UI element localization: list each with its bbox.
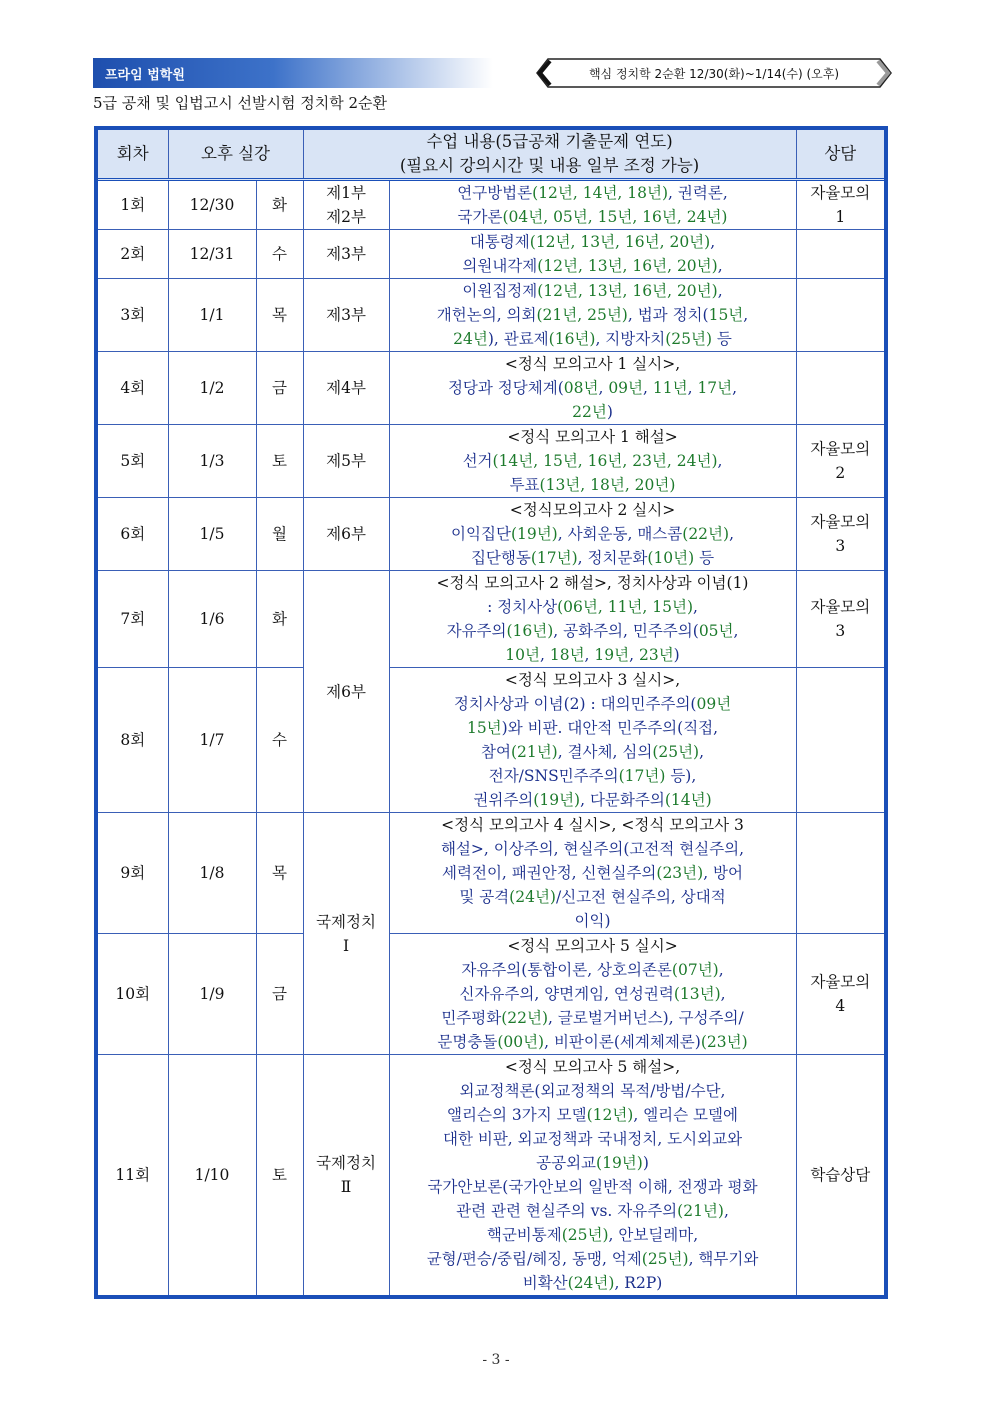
cell-line: <정식 모의고사 5 해설>, <box>504 1058 681 1076</box>
cell-line: 1 <box>835 208 846 226</box>
cell-line: 자율모의 <box>810 184 871 202</box>
cell-line: 3 <box>835 622 846 640</box>
date-cell: 1/5 <box>168 498 256 571</box>
consult-cell <box>796 571 886 668</box>
part-cell <box>303 180 389 230</box>
cell-line: 집단행동(17년), 정치문화(10년) 등 <box>470 549 715 567</box>
date-cell: 1/1 <box>168 279 256 352</box>
academy-banner <box>93 58 493 88</box>
date-cell: 1/7 <box>168 668 256 813</box>
table-row <box>96 279 886 352</box>
round-cell: 7회 <box>96 571 168 668</box>
cell-line: 국제정치 <box>316 912 376 931</box>
part-cell: 제6부 <box>303 498 389 571</box>
cell-line: 대통령제(12년, 13년, 16년, 20년), <box>469 233 716 251</box>
cell-line: 비확산(24년), R2P) <box>522 1274 663 1292</box>
cell-line: 공공외교(19년)) <box>536 1154 649 1172</box>
cell-line: 자율모의 <box>810 973 871 991</box>
cell-line: 22년) <box>572 403 613 421</box>
part-cell <box>303 813 389 1055</box>
consult-cell <box>796 813 886 934</box>
schedule-table <box>94 126 888 1299</box>
cell-line: 3 <box>835 537 846 555</box>
cell-line: 이익) <box>574 912 611 930</box>
cell-line: 2 <box>835 464 846 482</box>
cell-line: 민주평화(22년), 글로벌거버넌스), 구성주의/ <box>441 1009 744 1027</box>
day-cell: 금 <box>256 352 303 425</box>
cell-line: 15년)와 비판. 대안적 민주주의(직접, <box>466 719 719 737</box>
table-row <box>96 230 886 279</box>
cell-line: 국가론(04년, 05년, 15년, 16년, 24년) <box>457 208 728 226</box>
round-cell: 4회 <box>96 352 168 425</box>
day-cell: 수 <box>256 668 303 813</box>
page-subtitle: 5급 공채 및 입법고시 선발시험 정치학 2순환 <box>93 94 388 112</box>
round-cell: 10회 <box>96 934 168 1055</box>
content-cell <box>389 279 796 352</box>
cell-line: 외교정책론(외교정책의 목적/방법/수단, <box>459 1082 726 1100</box>
content-cell <box>389 425 796 498</box>
cell-line: 국제정치 <box>316 1154 376 1172</box>
consult-cell <box>796 352 886 425</box>
cell-line: 연구방법론(12년, 14년, 18년), 권력론, <box>457 184 728 202</box>
cell-line: 10년, 18년, 19년, 23년) <box>505 646 680 664</box>
header-round: 회차 <box>96 128 168 180</box>
part-cell: 제6부 <box>303 571 389 813</box>
table-row <box>96 180 886 230</box>
day-cell: 목 <box>256 813 303 934</box>
part-cell: 제4부 <box>303 352 389 425</box>
cell-line: Ⅱ <box>340 1178 352 1196</box>
header-consult: 상담 <box>796 128 886 180</box>
consult-cell <box>796 498 886 571</box>
date-cell: 1/8 <box>168 813 256 934</box>
table-row <box>96 352 886 425</box>
cell-line: 참여(21년), 결사체, 심의(25년), <box>480 743 705 761</box>
cell-line: 신자유주의, 양면게임, 연성권력(13년), <box>459 985 726 1003</box>
consult-cell <box>796 425 886 498</box>
cell-line: <정식 모의고사 2 해설>, 정치사상과 이념(1) <box>436 574 749 592</box>
date-cell: 1/10 <box>168 1055 256 1298</box>
cell-line: 세력전이, 패권안정, 신현실주의(23년), 방어 <box>442 864 743 882</box>
header-lecture: 오후 실강 <box>168 128 303 180</box>
part-cell: 제5부 <box>303 425 389 498</box>
cell-line: 및 공격(24년)/신고전 현실주의, 상대적 <box>459 888 726 906</box>
cell-line: <정식 모의고사 3 실시>, <box>504 671 681 689</box>
content-cell <box>389 352 796 425</box>
cell-line: 전자/SNS민주주의(17년) 등), <box>488 767 697 785</box>
part-cell <box>303 1055 389 1298</box>
cell-line: 국가안보론(국가안보의 일반적 이해, 전쟁과 평화 <box>427 1178 758 1196</box>
cell-line: 자율모의 <box>810 440 871 458</box>
consult-cell <box>796 279 886 352</box>
cell-line: 투표(13년, 18년, 20년) <box>509 476 676 494</box>
table-row <box>96 425 886 498</box>
cell-line: Ⅰ <box>342 936 350 955</box>
cell-line: 자율모의 <box>810 513 871 531</box>
cell-line: 이익집단(19년), 사회운동, 매스콤(22년), <box>451 525 734 543</box>
table-header-row <box>96 128 886 180</box>
cell-line: : 정치사상(06년, 11년, 15년), <box>487 598 698 616</box>
day-cell: 토 <box>256 425 303 498</box>
course-tag <box>536 58 892 88</box>
round-cell: 3회 <box>96 279 168 352</box>
cell-line: <정식모의고사 2 실시> <box>509 501 676 519</box>
cell-line: 정치사상과 이념(2) : 대의민주주의(09년 <box>453 695 732 713</box>
cell-line: 의원내각제(12년, 13년, 16년, 20년), <box>462 257 723 275</box>
content-cell <box>389 934 796 1055</box>
cell-line: <정식 모의고사 1 해설> <box>507 428 678 446</box>
day-cell: 토 <box>256 1055 303 1298</box>
course-tag-text: 핵심 정치학 2순환 12/30(화)~1/14(수) (오후) <box>588 67 840 81</box>
day-cell: 수 <box>256 230 303 279</box>
cell-line: <정식 모의고사 5 실시> <box>507 937 678 955</box>
date-cell: 12/31 <box>168 230 256 279</box>
date-cell: 1/2 <box>168 352 256 425</box>
table-row <box>96 934 886 1055</box>
table-row <box>96 498 886 571</box>
cell-line: 정당과 정당체계(08년, 09년, 11년, 17년, <box>447 379 738 397</box>
date-cell: 1/9 <box>168 934 256 1055</box>
content-cell <box>389 813 796 934</box>
cell-line: <정식 모의고사 1 실시>, <box>504 355 681 373</box>
cell-line: 관련 관련 현실주의 vs. 자유주의(21년), <box>456 1202 729 1220</box>
cell-line: 자유주의(통합이론, 상호의존론(07년), <box>461 961 724 979</box>
content-cell <box>389 230 796 279</box>
cell-line: 대한 비판, 외교정책과 국내정치, 도시외교와 <box>442 1130 743 1148</box>
table-row <box>96 1055 886 1298</box>
round-cell: 2회 <box>96 230 168 279</box>
cell-line: 선거(14년, 15년, 16년, 23년, 24년), <box>462 452 723 470</box>
cell-line: <정식 모의고사 4 실시>, <정식 모의고사 3 <box>441 816 744 834</box>
header-content <box>303 128 796 180</box>
cell-line: 이원집정제(12년, 13년, 16년, 20년), <box>462 282 723 300</box>
round-cell: 1회 <box>96 180 168 230</box>
cell-line: 제1부 <box>326 184 366 202</box>
table-row <box>96 813 886 934</box>
cell-line: 문명충돌(00년), 비판이론(세계체제론)(23년) <box>437 1033 748 1051</box>
day-cell: 월 <box>256 498 303 571</box>
cell-line: 자유주의(16년), 공화주의, 민주주의(05년, <box>446 622 739 640</box>
cell-line: 앨리슨의 3가지 모델(12년), 엘리슨 모델에 <box>447 1106 738 1124</box>
consult-cell: 학습상담 <box>796 1055 886 1298</box>
date-cell: 12/30 <box>168 180 256 230</box>
header-content-line1: 수업 내용(5급공채 기출문제 연도) <box>426 132 673 151</box>
part-cell: 제3부 <box>303 230 389 279</box>
cell-line: 자율모의 <box>810 598 871 616</box>
content-cell <box>389 498 796 571</box>
date-cell: 1/6 <box>168 571 256 668</box>
cell-line: 제2부 <box>326 208 366 226</box>
content-cell <box>389 668 796 813</box>
round-cell: 5회 <box>96 425 168 498</box>
cell-line: 개헌논의, 의회(21년, 25년), 법과 정치(15년, <box>436 306 749 324</box>
day-cell: 금 <box>256 934 303 1055</box>
cell-line: 균형/편승/중립/헤징, 동맹, 억제(25년), 핵무기와 <box>426 1250 759 1268</box>
content-cell <box>389 180 796 230</box>
cell-line: 4 <box>835 997 846 1015</box>
table-row <box>96 668 886 813</box>
cell-line: 24년), 관료제(16년), 지방자치(25년) 등 <box>453 330 732 348</box>
consult-cell <box>796 180 886 230</box>
content-cell <box>389 571 796 668</box>
day-cell: 목 <box>256 279 303 352</box>
table-row <box>96 571 886 668</box>
academy-name: 프라임 법학원 <box>105 68 185 83</box>
round-cell: 8회 <box>96 668 168 813</box>
cell-line: 권위주의(19년), 다문화주의(14년) <box>473 791 712 809</box>
page-number: - 3 - <box>482 1352 510 1368</box>
cell-line: 핵군비통제(25년), 안보딜레마, <box>486 1226 699 1244</box>
round-cell: 11회 <box>96 1055 168 1298</box>
round-cell: 6회 <box>96 498 168 571</box>
consult-cell <box>796 668 886 813</box>
day-cell: 화 <box>256 571 303 668</box>
consult-cell <box>796 934 886 1055</box>
content-cell <box>389 1055 796 1298</box>
header-content-line2: (필요시 강의시간 및 내용 일부 조정 가능) <box>399 156 700 175</box>
part-cell: 제3부 <box>303 279 389 352</box>
consult-cell <box>796 230 886 279</box>
round-cell: 9회 <box>96 813 168 934</box>
day-cell: 화 <box>256 180 303 230</box>
date-cell: 1/3 <box>168 425 256 498</box>
cell-line: 해설>, 이상주의, 현실주의(고전적 현실주의, <box>440 840 745 858</box>
